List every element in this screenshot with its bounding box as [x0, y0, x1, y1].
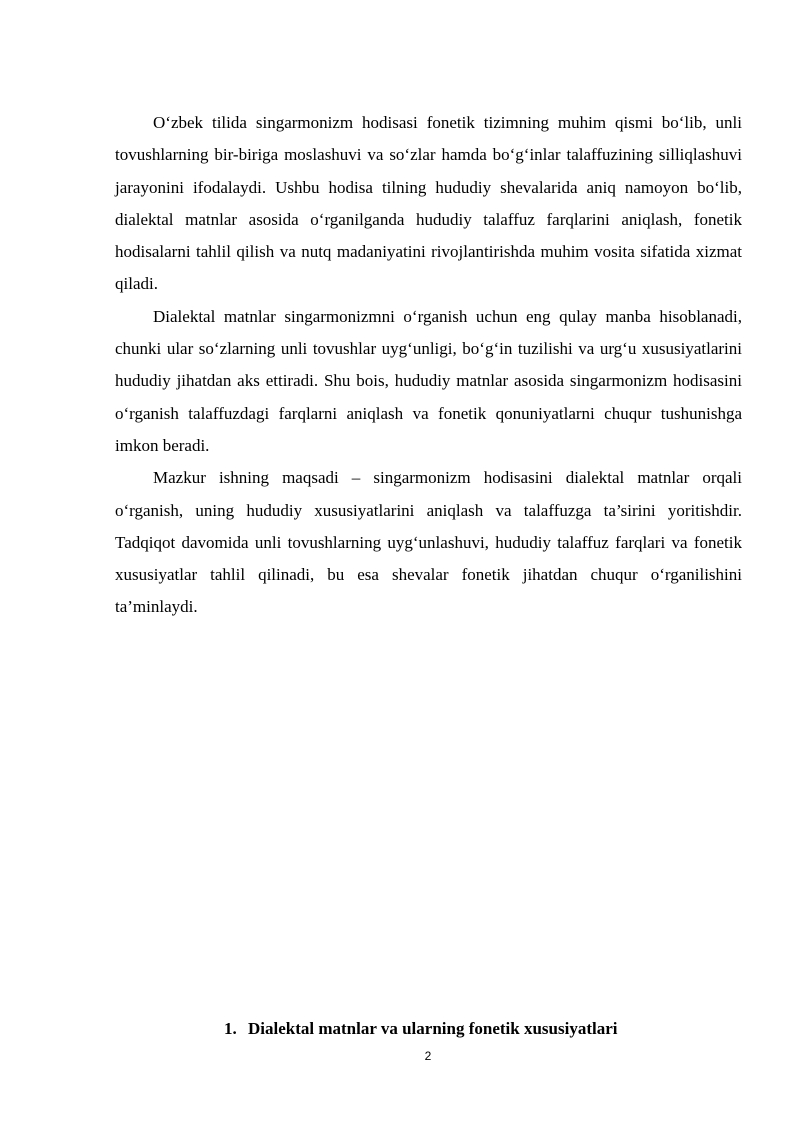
- paragraph: Mazkur ishning maqsadi – singarmonizm hodisasini dialektal matnlar orqali o‘rganish, uning hududiy xususiyatlarini aniqlash va talaffuzga ta’sirini yoritishdir. Tadqiqot davomida unli tovushlarning uyg‘unlashuvi, hududiy talaffuz farqlari va fonetik xususiyatlar tahlil qilinadi, bu esa shevalar fonetik jihatdan chuqur o‘rganilishini ta’minlaydi.: [115, 468, 742, 617]
- section-heading-text: Dialektal matnlar va ularning fonetik xususiyatlari: [248, 1019, 618, 1038]
- section-heading: [224, 1018, 617, 1040]
- page-number: 2: [424, 1049, 432, 1063]
- paragraph: O‘zbek tilida singarmonizm hodisasi fonetik tizimning muhim qismi bo‘lib, unli tovushlarning bir-biriga moslashuvi va so‘zlar hamda bo‘g‘inlar talaffuzining silliqlashuvi jarayonini ifodalaydi. Ushbu hodisa tilning hududiy shevalarida aniq namoyon bo‘lib, dialektal matnlar asosida o‘rganilganda hududiy talaffuz farqlarini aniqlash, fonetik hodisalarni tahlil qilish va nutq madaniyatini rivojlantirishda muhim vosita sifatida xizmat qiladi.: [115, 113, 742, 294]
- body-text: [115, 107, 742, 624]
- paragraph: Dialektal matnlar singarmonizmni o‘rganish uchun eng qulay manba hisoblanadi, chunki ular so‘zlarning unli tovushlar uyg‘unligi, bo‘g‘in tuzilishi va urg‘u xususiyatlarini hududiy jihatdan aks ettiradi. Shu bois, hududiy matnlar asosida singarmonizm hodisasini o‘rganish talaffuzdagi farqlarni aniqlash va fonetik qonuniyatlarni chuqur tushunishga imkon beradi.: [115, 306, 742, 455]
- section-heading-number: 1.: [224, 1019, 237, 1038]
